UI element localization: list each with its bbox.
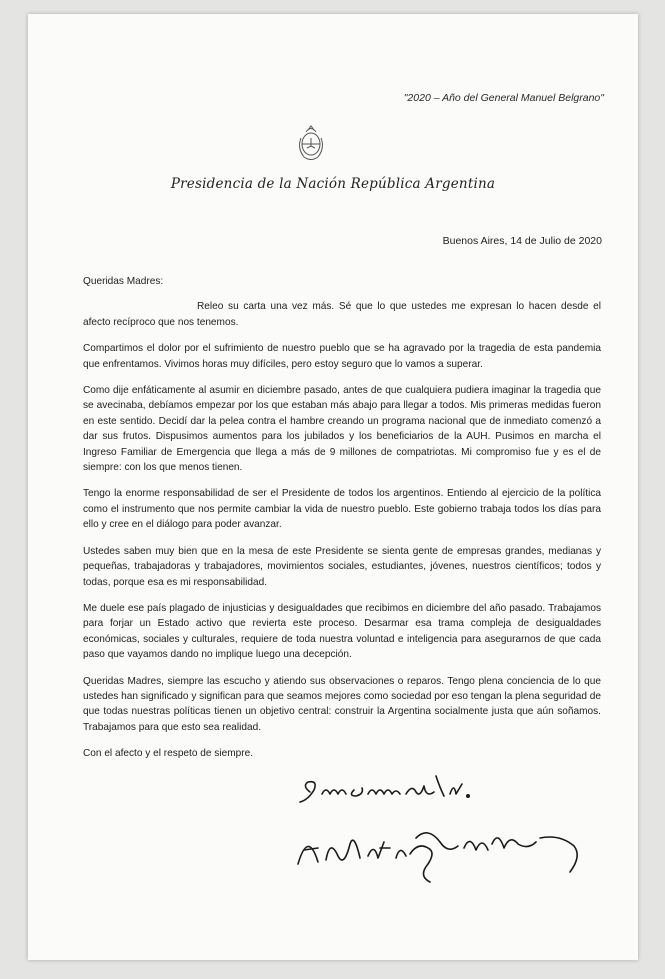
letter-page (28, 14, 638, 960)
paragraph-4: Tengo la enorme responsabilidad de ser el Presidente de todos los argentinos. Entiendo al ejercicio de la política como el instrumento que nos permite cambiar la vida de nuestro pueblo. Este gobierno trabaja todos los días para ello y cree en el diálogo para poder avanzar. (83, 488, 601, 531)
letter-date: Buenos Aires, 14 de Julio de 2020 (442, 235, 602, 247)
salutation: Queridas Madres: (83, 276, 164, 287)
closing: Con el afecto y el respeto de siempre. (83, 748, 254, 760)
paragraph-7: Queridas Madres, siempre las escucho y atiendo sus observaciones o reparos. Tengo plena conciencia de lo que ustedes han significado y significan para que seamos mejores como sociedad por eso tengan la plena seguridad de que todas nuestras políticas tienen un objetivo central: construir la Argentina socialmente justa que aún soñamos. Trabajamos para que esto sea realidad. (83, 675, 601, 733)
paragraph-6: Me duele ese país plagado de injusticias y desigualdades que recibimos en diciembre del año pasado. Trabajamos para forjar un Estado activo que revierta este proceso. Desarmar esa trama compleja de desigualdades económicas, sociales y culturales, requiere de toda nuestra voluntad e inteligencia para asegurarnos de que cada paso que vayamos dando no implique luego una decepción. (83, 602, 601, 661)
coat-of-arms-icon (296, 124, 326, 164)
paragraph-5: Ustedes saben muy bien que en la mesa de este Presidente se sienta gente de empresas grandes, medianas y pequeñas, trabajadoras y trabajadores, movimientos sociales, estudiantes, jóvenes, nuestros científicos; todos y todas, porque esa es mi responsabilidad. (83, 545, 601, 588)
letter-body (83, 274, 601, 762)
paragraph-2: Compartimos el dolor por el sufrimiento de nuestro pueblo que se ha agravado por la tragedia de esta pandemia que enfrentamos. Vivimos horas muy difíciles, pero estoy seguro que lo vamos a superar. (83, 343, 601, 370)
handwritten-signature (278, 772, 588, 892)
institution-name: Presidencia de la Nación República Argentina (170, 176, 496, 192)
paragraph-1: Releo su carta una vez más. Sé que lo que ustedes me expresan lo hacen desde el afecto recíproco que nos tenemos. (83, 301, 601, 328)
paragraph-3: Como dije enfáticamente al asumir en diciembre pasado, antes de que cualquiera pudiera imaginar la tragedia que se avecinaba, debíamos empezar por los que estaban más abajo para llegar a todos. Mis primeras medidas fueron en este sentido. Decidí dar la pelea contra el hambre creando un programa nacional que de inmediato comenzó a dar sus frutos. Dispusimos aumentos para los jubilados y los beneficiarios de la AUH. Pusimos en marcha el Ingreso Familiar de Emergencia que llega a más de 9 millones de compatriotas. Mi compromiso fue y es el de siempre: con los que menos tienen. (83, 385, 601, 474)
motto: "2020 – Año del General Manuel Belgrano" (403, 92, 604, 104)
